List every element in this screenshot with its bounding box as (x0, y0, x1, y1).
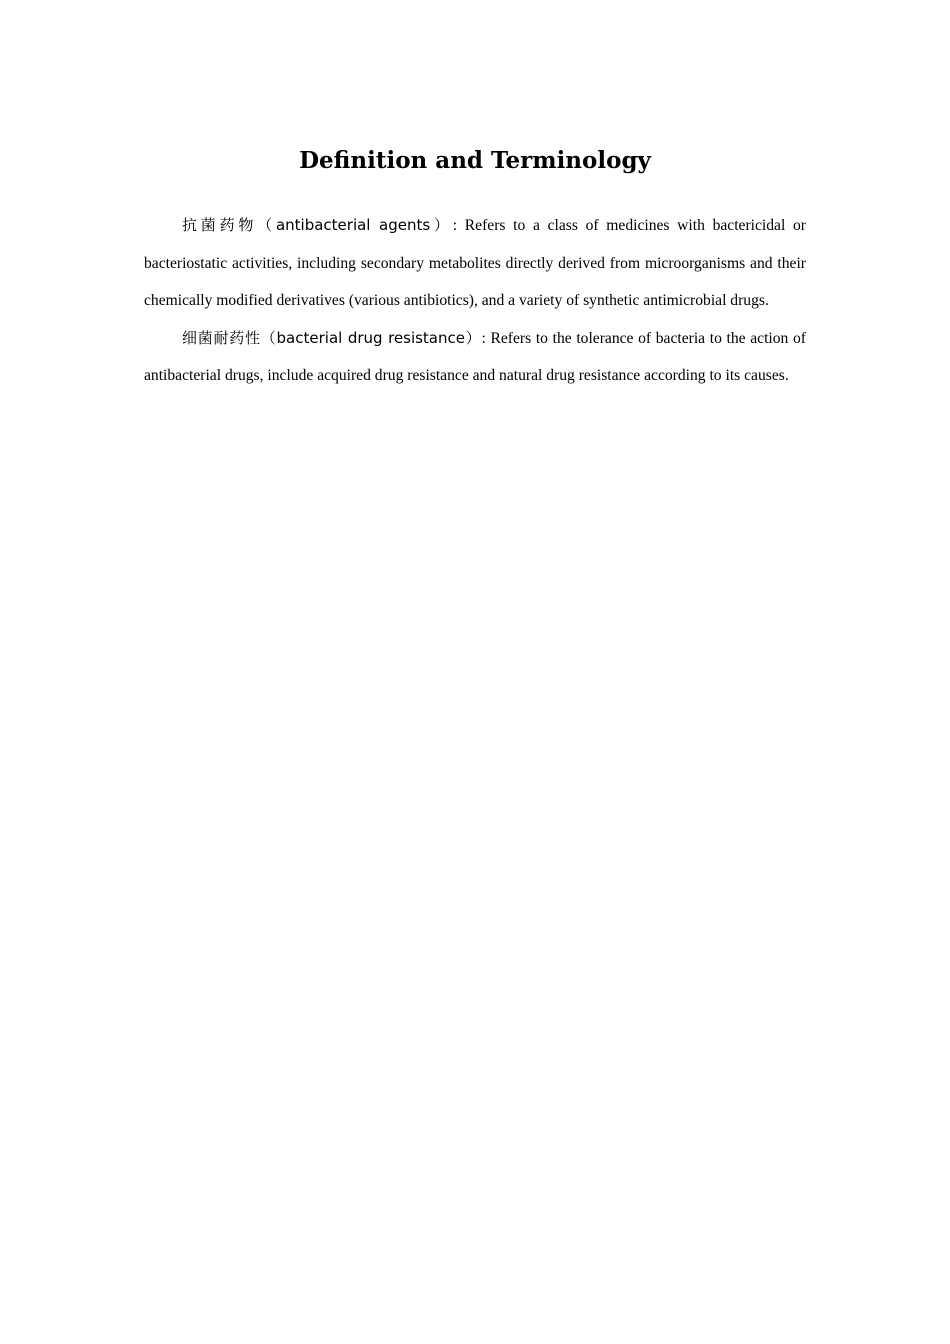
definition-paragraph (144, 320, 806, 395)
page-title: Definition and Terminology (299, 147, 651, 174)
term-definition: : Refers to a class of medicines with bactericidal or bacteriostatic activities, including secondary metabolites directly derived from microorganisms and their chemically modified derivatives (various antibiotics), and a variety of synthetic antimicrobial drugs. (144, 217, 806, 309)
term-label: 细菌耐药性（bacterial drug resistance） (182, 328, 482, 347)
definition-paragraph (144, 207, 806, 320)
term-definition: : Refers to the tolerance of bacteria to the action of antibacterial drugs, include acquired drug resistance and natural drug resistance according to its causes. (144, 329, 806, 384)
term-label: 抗菌药物（antibacterial agents） (182, 216, 453, 234)
document-body (144, 207, 806, 395)
